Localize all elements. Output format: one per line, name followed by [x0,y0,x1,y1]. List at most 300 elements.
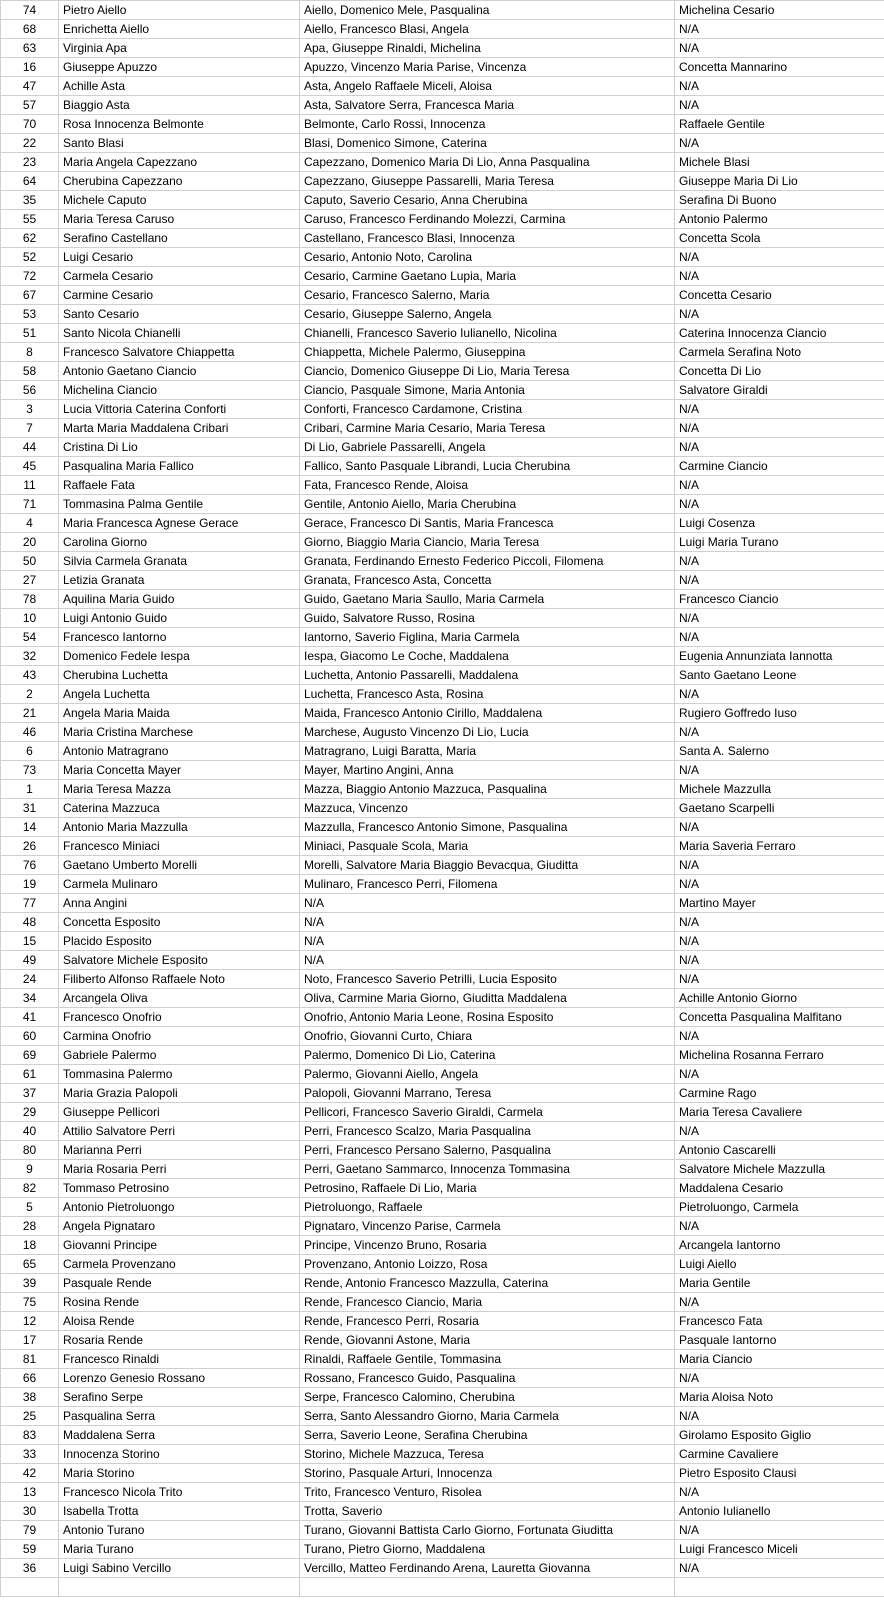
record-id-cell: 34 [1,989,59,1008]
record-id-cell: 76 [1,856,59,875]
parents-cell: N/A [300,913,675,932]
spouse-cell: Salvatore Michele Mazzulla [675,1160,884,1179]
record-id-cell: 83 [1,1426,59,1445]
parents-cell: Castellano, Francesco Blasi, Innocenza [300,229,675,248]
parents-cell: Gerace, Francesco Di Santis, Maria Francesca [300,514,675,533]
table-row [1,742,884,761]
person-name-cell: Tommasina Palermo [59,1065,300,1084]
record-id-cell: 54 [1,628,59,647]
record-id-cell: 18 [1,1236,59,1255]
table-row [1,286,884,305]
parents-cell: Miniaci, Pasquale Scola, Maria [300,837,675,856]
parents-cell: N/A [300,894,675,913]
person-name-cell: Maria Concetta Mayer [59,761,300,780]
record-id-cell: 20 [1,533,59,552]
record-id-cell: 80 [1,1141,59,1160]
parents-cell: Provenzano, Antonio Loizzo, Rosa [300,1255,675,1274]
parents-cell: Pellicori, Francesco Saverio Giraldi, Carmela [300,1103,675,1122]
person-name-cell: Antonio Maria Mazzulla [59,818,300,837]
person-name-cell: Salvatore Michele Esposito [59,951,300,970]
table-row [1,267,884,286]
spouse-cell: Santa A. Salerno [675,742,884,761]
table-row [1,647,884,666]
table-row [1,1084,884,1103]
spouse-cell: N/A [675,400,884,419]
table-row [1,343,884,362]
parents-cell: Iantorno, Saverio Figlina, Maria Carmela [300,628,675,647]
record-id-cell: 4 [1,514,59,533]
spouse-cell: Giuseppe Maria Di Lio [675,172,884,191]
parents-cell: Pietroluongo, Raffaele [300,1198,675,1217]
record-id-cell: 14 [1,818,59,837]
parents-cell: Cesario, Giuseppe Salerno, Angela [300,305,675,324]
person-name-cell: Carmela Provenzano [59,1255,300,1274]
table-row [1,1065,884,1084]
spouse-cell: Rugiero Goffredo Iuso [675,704,884,723]
parents-cell: Palermo, Giovanni Aiello, Angela [300,1065,675,1084]
table-row [1,400,884,419]
table-row [1,1236,884,1255]
person-name-cell: Francesco Onofrio [59,1008,300,1027]
person-name-cell: Virginia Apa [59,39,300,58]
spouse-cell: N/A [675,1293,884,1312]
spouse-cell: Luigi Francesco Miceli [675,1540,884,1559]
record-id-cell: 45 [1,457,59,476]
table-row [1,1046,884,1065]
parents-cell: Perri, Gaetano Sammarco, Innocenza Tommasina [300,1160,675,1179]
spouse-cell: Eugenia Annunziata Iannotta [675,647,884,666]
table-row [1,837,884,856]
spouse-cell: Michelina Cesario [675,1,884,20]
person-name-cell: Marianna Perri [59,1141,300,1160]
person-name-cell: Lucia Vittoria Caterina Conforti [59,400,300,419]
spouse-cell: Concetta Mannarino [675,58,884,77]
spouse-cell [675,1578,884,1597]
table-row [1,305,884,324]
spouse-cell: N/A [675,39,884,58]
spouse-cell: Antonio Iulianello [675,1502,884,1521]
person-name-cell: Gabriele Palermo [59,1046,300,1065]
table-row [1,381,884,400]
spouse-cell: Francesco Ciancio [675,590,884,609]
spouse-cell: N/A [675,495,884,514]
spouse-cell: N/A [675,1369,884,1388]
table-row [1,1426,884,1445]
parents-cell: Luchetta, Antonio Passarelli, Maddalena [300,666,675,685]
spouse-cell: Maria Aloisa Noto [675,1388,884,1407]
record-id-cell: 31 [1,799,59,818]
person-name-cell: Carmela Cesario [59,267,300,286]
record-id-cell: 11 [1,476,59,495]
parents-cell: Turano, Giovanni Battista Carlo Giorno, Fortunata Giuditta [300,1521,675,1540]
parents-cell: Cesario, Francesco Salerno, Maria [300,286,675,305]
table-row [1,438,884,457]
person-name-cell: Maria Teresa Caruso [59,210,300,229]
spouse-cell: N/A [675,476,884,495]
parents-cell: Aiello, Francesco Blasi, Angela [300,20,675,39]
record-id-cell: 27 [1,571,59,590]
parents-cell: Asta, Salvatore Serra, Francesca Maria [300,96,675,115]
table-row [1,1559,884,1578]
parents-cell: Luchetta, Francesco Asta, Rosina [300,685,675,704]
parents-cell: Rende, Francesco Perri, Rosaria [300,1312,675,1331]
spouse-cell: Maddalena Cesario [675,1179,884,1198]
table-row [1,1122,884,1141]
table-row [1,324,884,343]
parents-cell: Pignataro, Vincenzo Parise, Carmela [300,1217,675,1236]
table-row [1,571,884,590]
table-row [1,1540,884,1559]
parents-cell: Ciancio, Domenico Giuseppe Di Lio, Maria Teresa [300,362,675,381]
table-row [1,1255,884,1274]
table-row [1,913,884,932]
person-name-cell: Maria Turano [59,1540,300,1559]
record-id-cell: 53 [1,305,59,324]
table-row [1,533,884,552]
parents-cell: Aiello, Domenico Mele, Pasqualina [300,1,675,20]
person-name-cell: Giuseppe Pellicori [59,1103,300,1122]
parents-cell: Cesario, Antonio Noto, Carolina [300,248,675,267]
parents-cell: Chiappetta, Michele Palermo, Giuseppina [300,343,675,362]
record-id-cell: 7 [1,419,59,438]
spouse-cell: N/A [675,856,884,875]
spouse-cell: Carmine Ciancio [675,457,884,476]
record-id-cell: 48 [1,913,59,932]
person-name-cell: Antonio Turano [59,1521,300,1540]
parents-cell: N/A [300,932,675,951]
person-name-cell: Marta Maria Maddalena Cribari [59,419,300,438]
person-name-cell: Attilio Salvatore Perri [59,1122,300,1141]
record-id-cell: 40 [1,1122,59,1141]
record-id-cell: 60 [1,1027,59,1046]
spouse-cell: Concetta Di Lio [675,362,884,381]
spouse-cell: N/A [675,1065,884,1084]
table-row [1,989,884,1008]
record-id-cell: 68 [1,20,59,39]
record-id-cell: 49 [1,951,59,970]
table-row [1,58,884,77]
parents-cell: Mazza, Biaggio Antonio Mazzuca, Pasqualina [300,780,675,799]
table-row [1,685,884,704]
record-id-cell: 23 [1,153,59,172]
spouse-cell: Antonio Cascarelli [675,1141,884,1160]
parents-cell: Turano, Pietro Giorno, Maddalena [300,1540,675,1559]
person-name-cell: Tommasina Palma Gentile [59,495,300,514]
parents-cell: Blasi, Domenico Simone, Caterina [300,134,675,153]
spouse-cell: Carmine Rago [675,1084,884,1103]
person-name-cell: Angela Maria Maida [59,704,300,723]
person-name-cell: Lorenzo Genesio Rossano [59,1369,300,1388]
spouse-cell: N/A [675,913,884,932]
record-id-cell: 36 [1,1559,59,1578]
table-row [1,1407,884,1426]
parents-cell: Serra, Saverio Leone, Serafina Cherubina [300,1426,675,1445]
records-table-body [1,1,884,1597]
spouse-cell: Concetta Scola [675,229,884,248]
table-row [1,1445,884,1464]
person-name-cell: Giovanni Principe [59,1236,300,1255]
person-name-cell: Francesco Miniaci [59,837,300,856]
spouse-cell: N/A [675,20,884,39]
person-name-cell: Cristina Di Lio [59,438,300,457]
person-name-cell: Biaggio Asta [59,96,300,115]
parents-cell: Mulinaro, Francesco Perri, Filomena [300,875,675,894]
table-row [1,666,884,685]
spouse-cell: Maria Saveria Ferraro [675,837,884,856]
spouse-cell: N/A [675,1217,884,1236]
parents-cell: Palopoli, Giovanni Marrano, Teresa [300,1084,675,1103]
parents-cell: Perri, Francesco Persano Salerno, Pasqualina [300,1141,675,1160]
table-row [1,153,884,172]
table-row [1,761,884,780]
table-row [1,77,884,96]
parents-cell: Granata, Ferdinando Ernesto Federico Piccoli, Filomena [300,552,675,571]
parents-cell: Noto, Francesco Saverio Petrilli, Lucia Esposito [300,970,675,989]
spouse-cell: N/A [675,134,884,153]
record-id-cell: 55 [1,210,59,229]
record-id-cell: 1 [1,780,59,799]
table-row [1,628,884,647]
table-row [1,1388,884,1407]
table-row [1,970,884,989]
parents-cell: Caruso, Francesco Ferdinando Molezzi, Carmina [300,210,675,229]
parents-cell: Mayer, Martino Angini, Anna [300,761,675,780]
record-id-cell: 13 [1,1483,59,1502]
parents-cell: Belmonte, Carlo Rossi, Innocenza [300,115,675,134]
table-row [1,1312,884,1331]
record-id-cell: 75 [1,1293,59,1312]
table-row [1,1217,884,1236]
parents-cell: Mazzuca, Vincenzo [300,799,675,818]
table-row [1,818,884,837]
person-name-cell: Maria Teresa Mazza [59,780,300,799]
record-id-cell: 44 [1,438,59,457]
person-name-cell: Santo Blasi [59,134,300,153]
record-id-cell: 50 [1,552,59,571]
table-row [1,932,884,951]
person-name-cell: Rosa Innocenza Belmonte [59,115,300,134]
table-row [1,248,884,267]
record-id-cell: 6 [1,742,59,761]
spouse-cell: Pietro Esposito Clausi [675,1464,884,1483]
parents-cell: Caputo, Saverio Cesario, Anna Cherubina [300,191,675,210]
spouse-cell: Maria Teresa Cavaliere [675,1103,884,1122]
person-name-cell: Arcangela Oliva [59,989,300,1008]
record-id-cell: 70 [1,115,59,134]
person-name-cell: Luigi Sabino Vercillo [59,1559,300,1578]
person-name-cell: Cherubina Capezzano [59,172,300,191]
parents-cell: Guido, Gaetano Maria Saullo, Maria Carmela [300,590,675,609]
record-id-cell: 69 [1,1046,59,1065]
parents-cell: Conforti, Francesco Cardamone, Cristina [300,400,675,419]
table-row [1,1483,884,1502]
spouse-cell: Maria Gentile [675,1274,884,1293]
spouse-cell: N/A [675,1559,884,1578]
record-id-cell: 5 [1,1198,59,1217]
table-row [1,1464,884,1483]
parents-cell: Serra, Santo Alessandro Giorno, Maria Carmela [300,1407,675,1426]
table-row [1,894,884,913]
parents-cell: Capezzano, Giuseppe Passarelli, Maria Teresa [300,172,675,191]
person-name-cell: Serafino Serpe [59,1388,300,1407]
table-row [1,514,884,533]
person-name-cell: Anna Angini [59,894,300,913]
person-name-cell: Carolina Giorno [59,533,300,552]
table-row [1,1274,884,1293]
person-name-cell: Carmela Mulinaro [59,875,300,894]
spouse-cell: N/A [675,1521,884,1540]
record-id-cell: 51 [1,324,59,343]
table-row [1,20,884,39]
record-id-cell: 77 [1,894,59,913]
table-row [1,476,884,495]
table-row [1,1103,884,1122]
spouse-cell: Luigi Maria Turano [675,533,884,552]
spouse-cell: N/A [675,932,884,951]
spouse-cell: Pasquale Iantorno [675,1331,884,1350]
person-name-cell: Rosaria Rende [59,1331,300,1350]
record-id-cell [1,1578,59,1597]
record-id-cell: 19 [1,875,59,894]
person-name-cell: Gaetano Umberto Morelli [59,856,300,875]
table-row [1,457,884,476]
record-id-cell: 42 [1,1464,59,1483]
table-row [1,1027,884,1046]
parents-cell [300,1578,675,1597]
person-name-cell [59,1578,300,1597]
parents-cell: Matragrano, Luigi Baratta, Maria [300,742,675,761]
record-id-cell: 17 [1,1331,59,1350]
person-name-cell: Pasquale Rende [59,1274,300,1293]
person-name-cell: Innocenza Storino [59,1445,300,1464]
parents-cell: Marchese, Augusto Vincenzo Di Lio, Lucia [300,723,675,742]
record-id-cell: 71 [1,495,59,514]
record-id-cell: 59 [1,1540,59,1559]
person-name-cell: Pietro Aiello [59,1,300,20]
spouse-cell: N/A [675,1027,884,1046]
parents-cell: N/A [300,951,675,970]
record-id-cell: 65 [1,1255,59,1274]
table-row [1,951,884,970]
parents-cell: Vercillo, Matteo Ferdinando Arena, Lauretta Giovanna [300,1559,675,1578]
spouse-cell: Caterina Innocenza Ciancio [675,324,884,343]
record-id-cell: 74 [1,1,59,20]
record-id-cell: 58 [1,362,59,381]
person-name-cell: Concetta Esposito [59,913,300,932]
person-name-cell: Cherubina Luchetta [59,666,300,685]
spouse-cell: N/A [675,875,884,894]
person-name-cell: Rosina Rende [59,1293,300,1312]
person-name-cell: Francesco Salvatore Chiappetta [59,343,300,362]
spouse-cell: Carmela Serafina Noto [675,343,884,362]
table-row [1,362,884,381]
table-row [1,1,884,20]
person-name-cell: Maria Angela Capezzano [59,153,300,172]
record-id-cell: 67 [1,286,59,305]
person-name-cell: Giuseppe Apuzzo [59,58,300,77]
table-row [1,1578,884,1597]
table-row [1,1179,884,1198]
record-id-cell: 37 [1,1084,59,1103]
record-id-cell: 32 [1,647,59,666]
spouse-cell: N/A [675,970,884,989]
table-row [1,134,884,153]
parents-cell: Palermo, Domenico Di Lio, Caterina [300,1046,675,1065]
record-id-cell: 56 [1,381,59,400]
spouse-cell: Girolamo Esposito Giglio [675,1426,884,1445]
parents-cell: Rinaldi, Raffaele Gentile, Tommasina [300,1350,675,1369]
spouse-cell: N/A [675,1122,884,1141]
parents-cell: Perri, Francesco Scalzo, Maria Pasqualina [300,1122,675,1141]
table-row [1,609,884,628]
table-row [1,799,884,818]
parents-cell: Onofrio, Giovanni Curto, Chiara [300,1027,675,1046]
person-name-cell: Antonio Pietroluongo [59,1198,300,1217]
record-id-cell: 78 [1,590,59,609]
table-row [1,210,884,229]
record-id-cell: 52 [1,248,59,267]
spouse-cell: Luigi Cosenza [675,514,884,533]
table-row [1,723,884,742]
record-id-cell: 57 [1,96,59,115]
person-name-cell: Francesco Iantorno [59,628,300,647]
parents-cell: Cribari, Carmine Maria Cesario, Maria Teresa [300,419,675,438]
record-id-cell: 29 [1,1103,59,1122]
person-name-cell: Carmine Cesario [59,286,300,305]
spouse-cell: N/A [675,1407,884,1426]
table-row [1,115,884,134]
spouse-cell: N/A [675,818,884,837]
table-row [1,96,884,115]
spouse-cell: Martino Mayer [675,894,884,913]
spouse-cell: N/A [675,685,884,704]
record-id-cell: 15 [1,932,59,951]
table-row [1,780,884,799]
record-id-cell: 33 [1,1445,59,1464]
parents-cell: Fallico, Santo Pasquale Librandi, Lucia Cherubina [300,457,675,476]
parents-cell: Guido, Salvatore Russo, Rosina [300,609,675,628]
person-name-cell: Isabella Trotta [59,1502,300,1521]
record-id-cell: 61 [1,1065,59,1084]
person-name-cell: Domenico Fedele Iespa [59,647,300,666]
spouse-cell: N/A [675,723,884,742]
parents-cell: Fata, Francesco Rende, Aloisa [300,476,675,495]
person-name-cell: Carmina Onofrio [59,1027,300,1046]
person-name-cell: Pasqualina Maria Fallico [59,457,300,476]
parents-cell: Storino, Michele Mazzuca, Teresa [300,1445,675,1464]
record-id-cell: 9 [1,1160,59,1179]
person-name-cell: Tommaso Petrosino [59,1179,300,1198]
table-row [1,1293,884,1312]
spouse-cell: Carmine Cavaliere [675,1445,884,1464]
spouse-cell: N/A [675,419,884,438]
table-row [1,1160,884,1179]
spouse-cell: Raffaele Gentile [675,115,884,134]
record-id-cell: 35 [1,191,59,210]
record-id-cell: 63 [1,39,59,58]
table-row [1,495,884,514]
parents-cell: Gentile, Antonio Aiello, Maria Cherubina [300,495,675,514]
spouse-cell: N/A [675,96,884,115]
spouse-cell: N/A [675,628,884,647]
record-id-cell: 16 [1,58,59,77]
table-row [1,1369,884,1388]
record-id-cell: 3 [1,400,59,419]
record-id-cell: 38 [1,1388,59,1407]
table-row [1,1521,884,1540]
spouse-cell: N/A [675,761,884,780]
person-name-cell: Angela Luchetta [59,685,300,704]
